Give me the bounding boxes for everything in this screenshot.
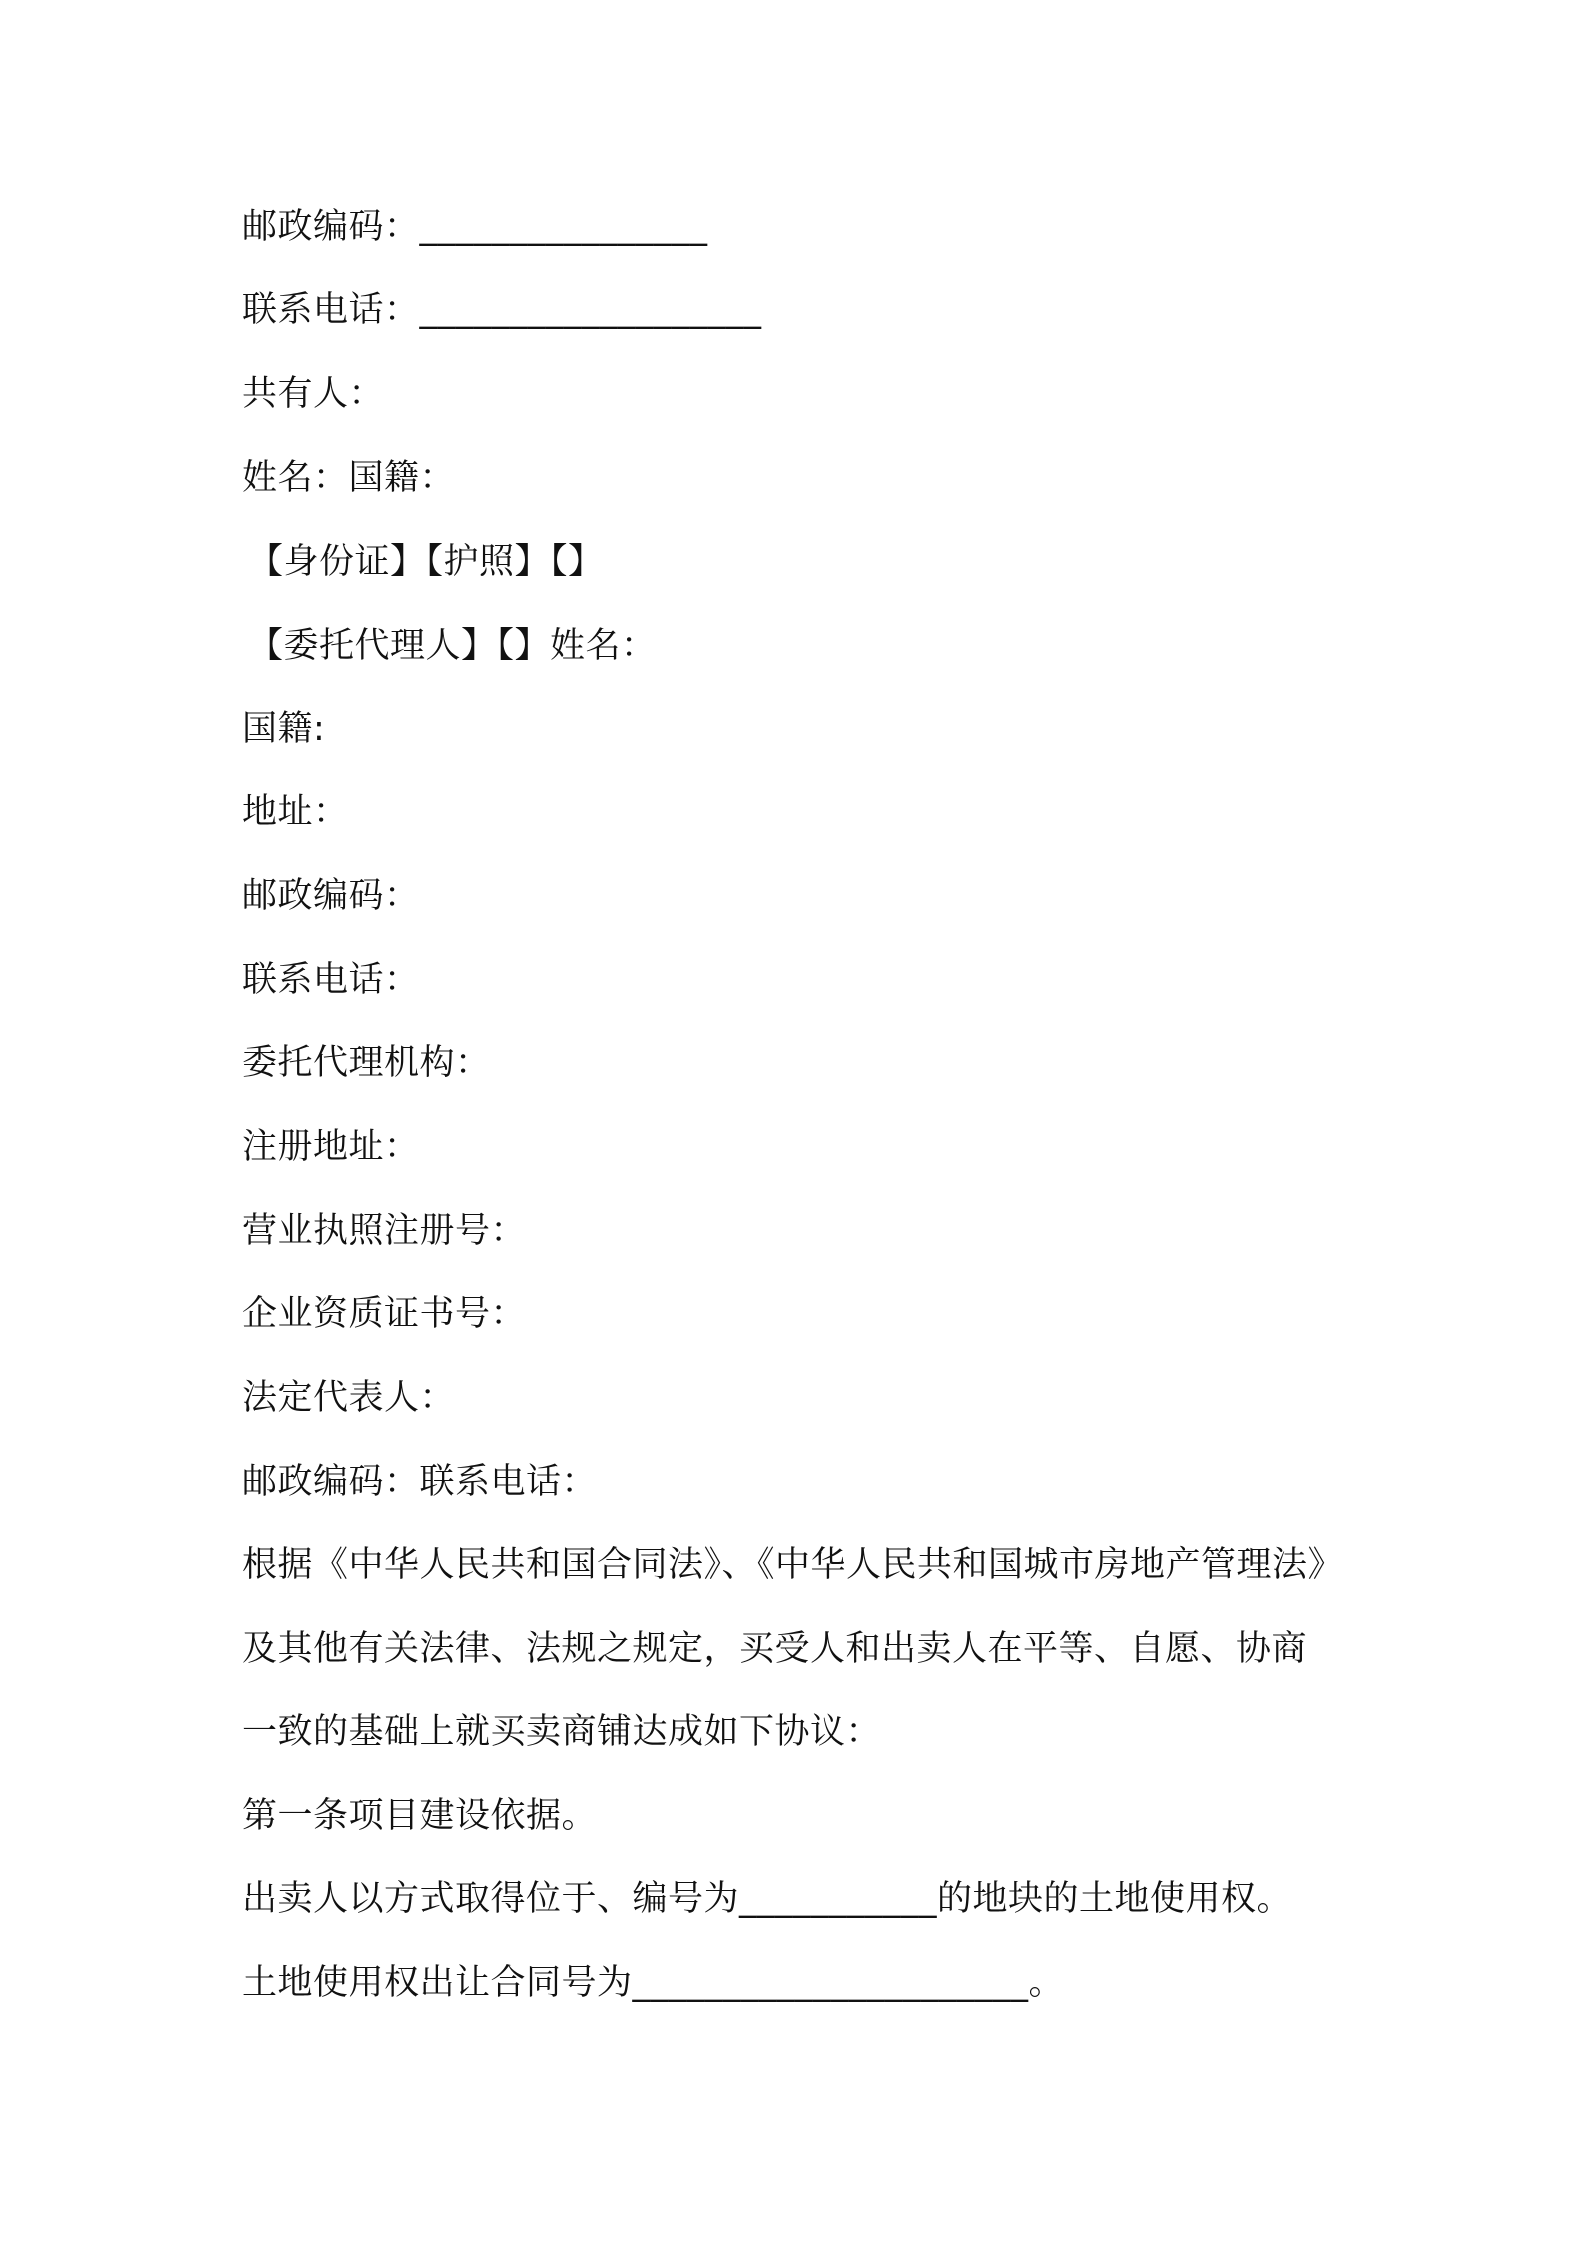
co-owner-heading: 共有人： <box>242 374 385 414</box>
agent-name-line: 【委托代理人】【】姓名： <box>248 626 657 666</box>
transfer-contract-line: 土地使用权出让合同号为______________________。 <box>242 1963 1065 2003</box>
paragraph-line: 根据《中华人民共和国合同法》、《中华人民共和国城市房地产管理法》 <box>242 1545 1344 1585</box>
agent-address-line: 地址： <box>242 792 349 832</box>
paragraph-line: 及其他有关法律、法规之规定，买受人和出卖人在平等、自愿、协商 <box>242 1629 1308 1669</box>
legal-representative-line: 法定代表人： <box>242 1378 456 1418</box>
phone-line: 联系电话：___________________ <box>242 290 762 330</box>
agency-line: 委托代理机构： <box>242 1043 491 1083</box>
qualification-certificate-line: 企业资质证书号： <box>242 1294 527 1334</box>
agency-contact-line: 邮政编码：联系电话： <box>242 1462 598 1502</box>
id-type-line: 【身份证】【护照】【】 <box>248 542 604 582</box>
registered-address-line: 注册地址： <box>242 1127 420 1167</box>
article-heading: 第一条项目建设依据。 <box>242 1796 598 1836</box>
name-nationality-line: 姓名：国籍： <box>242 458 456 498</box>
agent-postal-code-line: 邮政编码： <box>242 876 420 916</box>
postal-code-line: 邮政编码：________________ <box>242 207 708 247</box>
paragraph-line: 一致的基础上就买卖商铺达成如下协议： <box>242 1712 882 1752</box>
business-license-line: 营业执照注册号： <box>242 1211 527 1251</box>
agent-phone-line: 联系电话： <box>242 960 420 1000</box>
land-use-right-line: 出卖人以方式取得位于、编号为___________的地块的土地使用权。 <box>242 1879 1293 1919</box>
agent-nationality-line: 国籍: <box>242 709 326 749</box>
